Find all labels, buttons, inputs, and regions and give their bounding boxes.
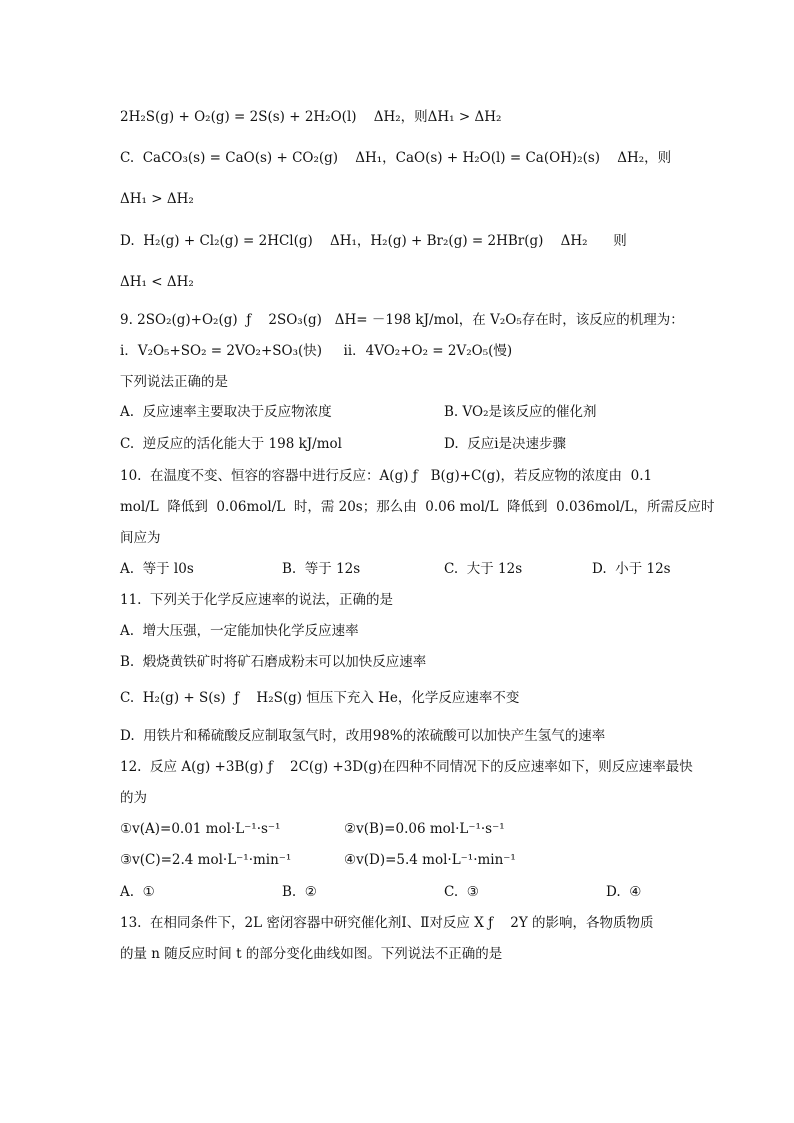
q10-option-d: D. 小于 12s xyxy=(592,561,671,577)
q10-option-c: C. 大于 12s xyxy=(444,561,523,577)
q8-option-d-line1: D. H₂(g) + Cl₂(g) = 2HCl(g) ΔH₁，H₂(g) + Br₂(g) = 2HBr(g) ΔH₂ 则 xyxy=(120,233,627,249)
q10-option-a: A. 等于 l0s xyxy=(120,561,194,577)
q11-stem: 11. 下列关于化学反应速率的说法，正确的是 xyxy=(120,592,394,608)
q12-stem-line2: 的为 xyxy=(120,790,147,806)
q12-condition-4: ④v(D)=5.4 mol·L⁻¹·min⁻¹ xyxy=(344,852,516,868)
q9-option-c: C. 逆反应的活化能大于 198 kJ/mol xyxy=(120,436,342,452)
q12-option-a: A. ① xyxy=(120,884,155,900)
q8-option-b-continued: 2H₂S(g) + O₂(g) = 2S(s) + 2H₂O(l) ΔH₂，则ΔH₁ > ΔH₂ xyxy=(120,109,502,125)
q12-option-d: D. ④ xyxy=(606,884,642,900)
q9-option-d: D. 反应ⅰ是决速步骤 xyxy=(444,436,567,452)
q12-option-b: B. ② xyxy=(282,884,317,900)
q8-option-d-line2: ΔH₁ < ΔH₂ xyxy=(120,274,194,290)
q9-option-b: B. VO₂是该反应的催化剂 xyxy=(444,404,597,420)
q11-option-c: C. H₂(g) + S(s) ƒ H₂S(g) 恒压下充入 He，化学反应速率不变 xyxy=(120,690,520,706)
q12-stem-line1: 12. 反应 A(g) +3B(g) ƒ 2C(g) +3D(g)在四种不同情况下的反应速率如下，则反应速率最快 xyxy=(120,759,693,775)
q10-option-b: B. 等于 12s xyxy=(282,561,361,577)
q8-option-c-line2: ΔH₁ > ΔH₂ xyxy=(120,191,194,207)
q9-prompt: 下列说法正确的是 xyxy=(120,374,228,390)
q13-stem-line2: 的量 n 随反应时间 t 的部分变化曲线如图。下列说法不正确的是 xyxy=(120,946,503,962)
q10-stem-line3: 间应为 xyxy=(120,530,161,546)
q13-stem-line1: 13. 在相同条件下，2L 密闭容器中研究催化剂Ⅰ、Ⅱ对反应 X ƒ 2Y 的影响，各物质物质 xyxy=(120,915,654,931)
q11-option-b: B. 煅烧黄铁矿时将矿石磨成粉末可以加快反应速率 xyxy=(120,654,427,670)
q10-stem-line2: mol/L 降低到 0.06mol/L 时，需 20s；那么由 0.06 mol/L 降低到 0.036mol/L，所需反应时 xyxy=(120,499,715,515)
q12-option-c: C. ③ xyxy=(444,884,479,900)
q9-stem: 9. 2SO₂(g)+O₂(g) ƒ 2SO₃(g) ΔH= －198 kJ/mol，在 V₂O₅存在时，该反应的机理为： xyxy=(120,312,684,328)
q9-mechanism: ⅰ．V₂O₅+SO₂ = 2VO₂+SO₃(快) ⅱ．4VO₂+O₂ = 2V₂O₅(慢) xyxy=(120,343,513,359)
q12-condition-2: ②v(B)=0.06 mol·L⁻¹·s⁻¹ xyxy=(344,821,505,837)
q10-stem-line1: 10. 在温度不变、恒容的容器中进行反应：A(g) ƒ B(g)+C(g)，若反应物的浓度由 0.1 xyxy=(120,468,653,484)
q9-option-a: A. 反应速率主要取决于反应物浓度 xyxy=(120,404,332,420)
q11-option-a: A. 增大压强，一定能加快化学反应速率 xyxy=(120,623,359,639)
q8-option-c-line1: C. CaCO₃(s) = CaO(s) + CO₂(g) ΔH₁，CaO(s) + H₂O(l) = Ca(OH)₂(s) ΔH₂，则 xyxy=(120,150,672,166)
q12-condition-3: ③v(C)=2.4 mol·L⁻¹·min⁻¹ xyxy=(120,852,292,868)
q12-condition-1: ①v(A)=0.01 mol·L⁻¹·s⁻¹ xyxy=(120,821,281,837)
q11-option-d: D. 用铁片和稀硫酸反应制取氢气时，改用98%的浓硫酸可以加快产生氢气的速率 xyxy=(120,728,606,744)
